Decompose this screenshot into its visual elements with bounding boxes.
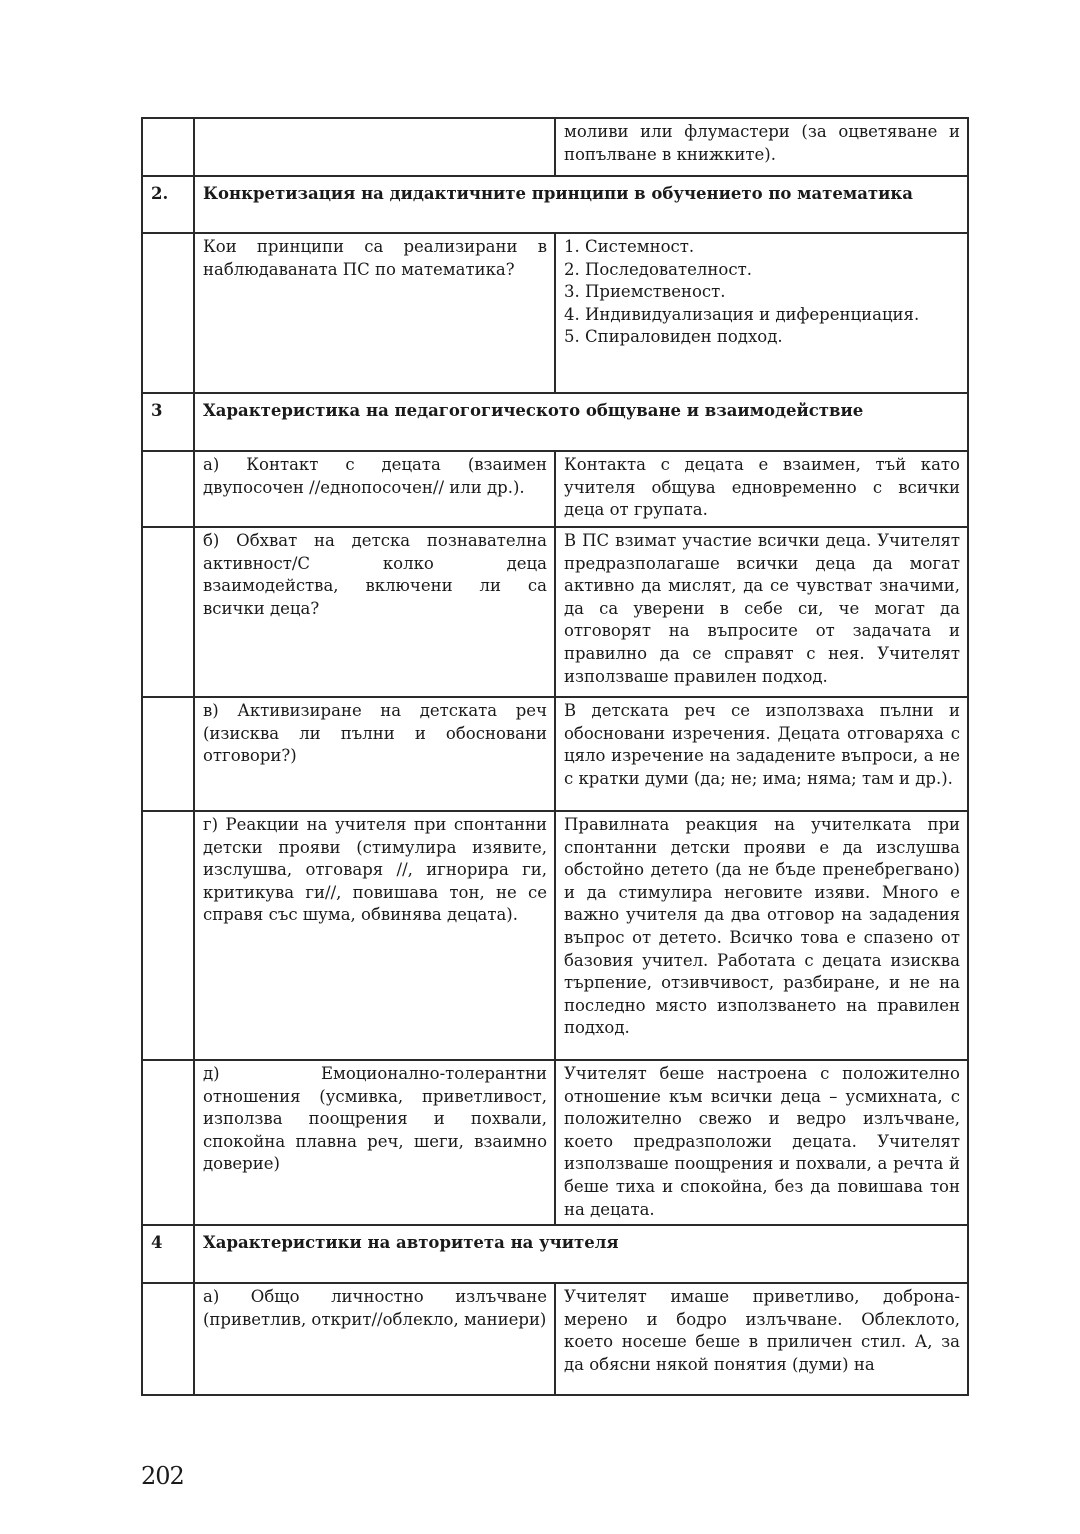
question-cell: д) Емоционално-толерантни отношения (усмивка, приветливост, използва поощрения и похвали, спокойна плавна реч, шеги, взаимно доверие)	[194, 1060, 555, 1225]
question-cell: Кои принципи са реализирани в наблюдаваната ПС по математика?	[194, 233, 555, 393]
section-row	[142, 393, 968, 451]
section-number: 2.	[142, 176, 194, 233]
table-row	[142, 697, 968, 811]
principle-item: 4. Индивидуализация и диференциация.	[564, 304, 920, 324]
section-title: Характеристика на педагогогическото общуване и взаимодействие	[194, 393, 968, 451]
section-title: Характеристики на авторитета на учителя	[194, 1225, 968, 1283]
question-cell: г) Реакции на учителя при спонтанни детски прояви (стимулира изявите, изслушва, отговаря //, игнорира ги, критикува ги//, повишава тон, не се справя със шума, обвинява децата).	[194, 811, 555, 1060]
section-row	[142, 1225, 968, 1283]
answer-cell: В детската реч се използваха пълни и обосновани изречения. Децата отговаряха с цяло изречение на зададените въпроси, а не с кратки думи (да; не; има; няма; там и др.).	[555, 697, 968, 811]
principle-item: 1. Системност.	[564, 237, 695, 256]
row-number	[142, 451, 194, 527]
table-row	[142, 527, 968, 697]
principle-item: 3. Приемственост.	[564, 282, 726, 302]
question-cell: б) Обхват на детска познавателна активност/С колко деца взаимодейства, включени ли са всички деца?	[194, 527, 555, 697]
table-row	[142, 233, 968, 393]
observation-table	[141, 117, 969, 1396]
answer-cell: моливи или флумастери (за оцветяване и попълване в книжките).	[555, 118, 968, 176]
answer-cell: В ПС взимат участие всички деца. Учителят предразполагаше всички деца да могат активно да мислят, да се чувстват значими, да са уверени в себе си, че могат да отговорят на въпросите от задачата и правилно да се справят с нея. Учителят използваше правилен подход.	[555, 527, 968, 697]
question-cell: в) Активизиране на детската реч (изисква ли пълни и обосновани отговори?)	[194, 697, 555, 811]
question-cell	[194, 118, 555, 176]
section-row	[142, 176, 968, 233]
table-row	[142, 451, 968, 527]
section-number: 3	[142, 393, 194, 451]
table-row	[142, 1283, 968, 1395]
row-number	[142, 118, 194, 176]
answer-cell	[555, 233, 968, 393]
row-number	[142, 527, 194, 697]
answer-cell: Контакта с децата е взаимен, тъй като учителя общува едновременно с всички деца от групата.	[555, 451, 968, 527]
table-row	[142, 1060, 968, 1225]
principle-item: 5. Спираловиден подход.	[564, 327, 783, 347]
question-cell: а) Контакт с децата (взаимен двупосочен //еднопосочен// или др.).	[194, 451, 555, 527]
row-number	[142, 233, 194, 393]
row-number	[142, 1283, 194, 1395]
row-number	[142, 1060, 194, 1225]
answer-cell: Учителят имаше приветливо, доброна-мерено и бодро излъчване. Облеклото, което носеше беше в приличен стил. А, за да обясни някой понятия (думи) на	[555, 1283, 968, 1395]
section-title: Конкретизация на дидактичните принципи в обучението по математика	[194, 176, 968, 233]
row-number	[142, 811, 194, 1060]
row-number	[142, 697, 194, 811]
section-number: 4	[142, 1225, 194, 1283]
table-row	[142, 118, 968, 176]
answer-cell: Правилната реакция на учителката при спонтанни детски прояви е да изслушва обстойно детето (да не бъде пренебрегвано) и да стимулира неговите изяви. Много е важно учителя да два отговор на зададения въпрос от детето. Всичко това е спазено от базовия учител. Работата с децата изисква търпение, отзивчивост, разбиране, и не на последно място използването на правилен подход.	[555, 811, 968, 1060]
table-row	[142, 811, 968, 1060]
page-number: 202	[141, 1462, 184, 1490]
answer-cell: Учителят беше настроена с положително отношение към всички деца – усмихната, с положително свежо и ведро излъчване, което предразположи децата. Учителят използваше поощрения и похвали, а речта й беше тиха и спокойна, без да повишава тон на децата.	[555, 1060, 968, 1225]
principle-item: 2. Последователност.	[564, 259, 752, 279]
question-cell: а) Общо личностно излъчване (приветлив, открит//облекло, маниери)	[194, 1283, 555, 1395]
